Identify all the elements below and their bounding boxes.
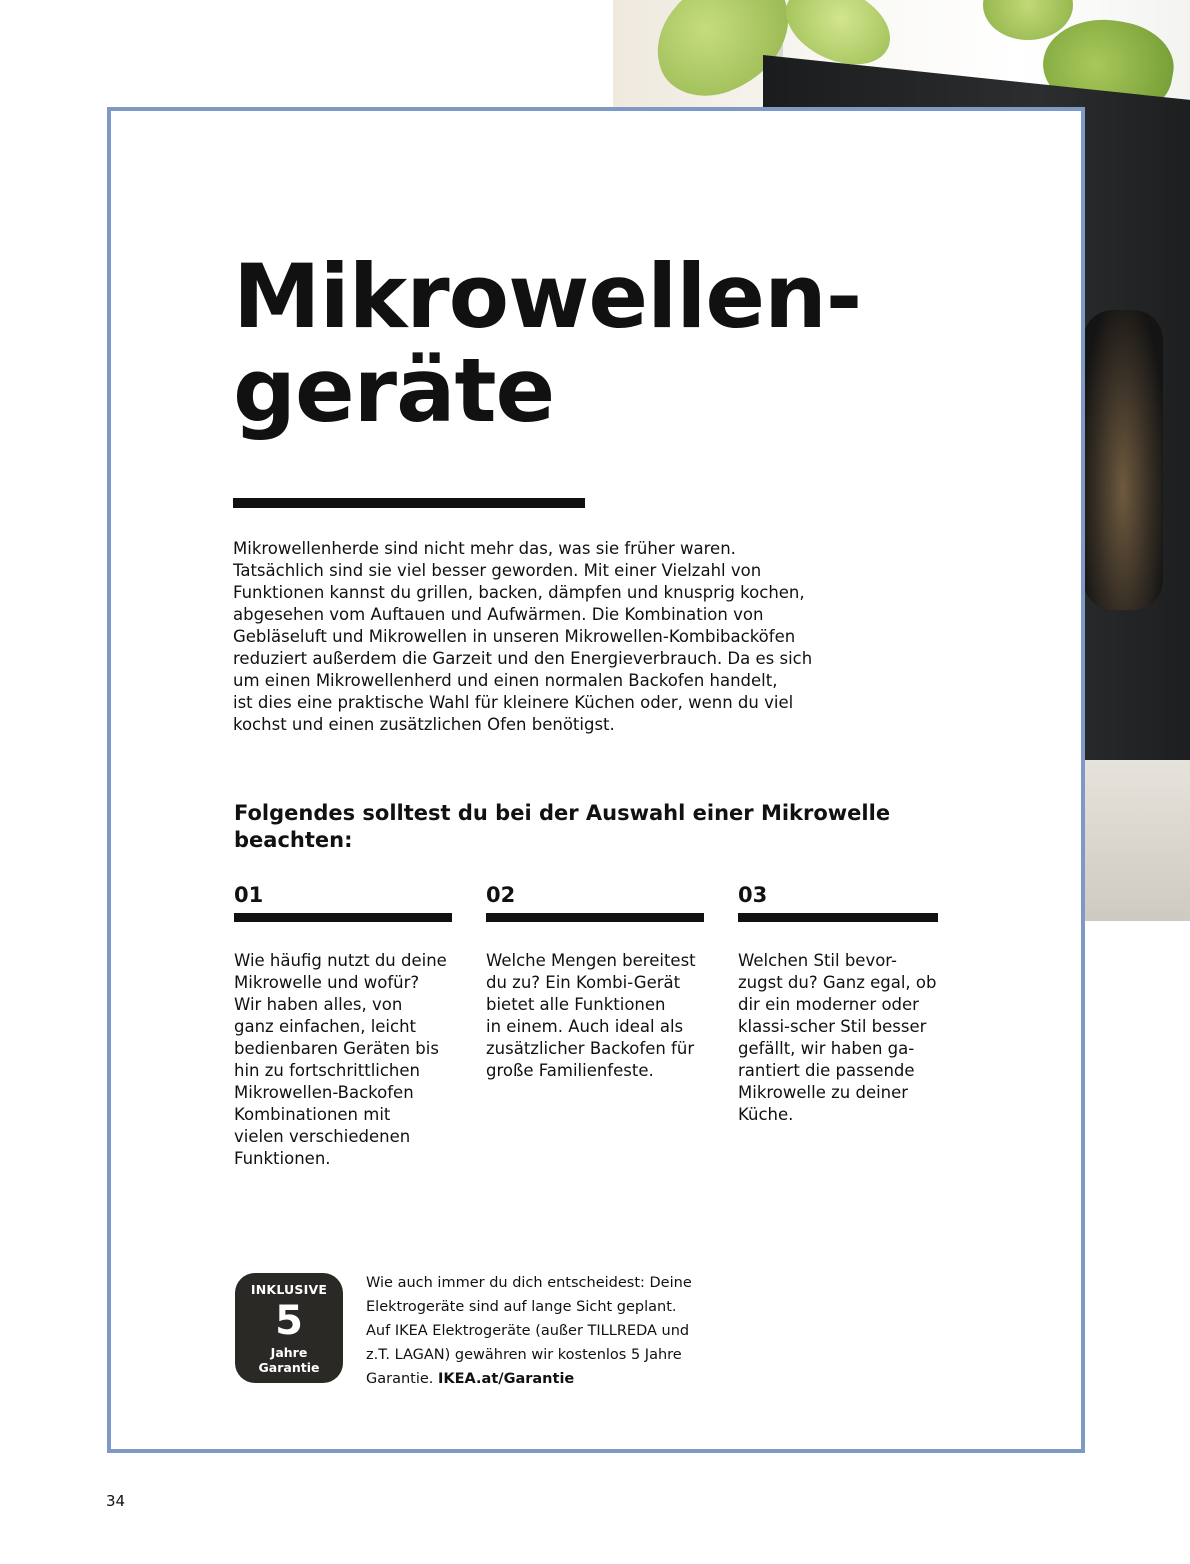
tip-line: in einem. Auch ideal als xyxy=(486,1017,684,1036)
intro-line: ist dies eine praktische Wahl für kleinere Küchen oder, wenn du viel xyxy=(233,693,794,712)
tip-line: bietet alle Funktionen xyxy=(486,995,666,1014)
guarantee-line: z.T. LAGAN) gewähren wir kostenlos 5 Jahre xyxy=(366,1347,682,1363)
guarantee-line: Elektrogeräte sind auf lange Sicht geplant. xyxy=(366,1299,677,1315)
badge-years-number: 5 xyxy=(275,1298,303,1344)
badge-caption-line-2: Garantie xyxy=(258,1360,320,1375)
page-number: 34 xyxy=(106,1492,126,1510)
tip-divider xyxy=(234,913,452,922)
tip-line: Küche. xyxy=(738,1105,794,1124)
tip-line: Welche Mengen bereitest xyxy=(486,951,696,970)
tip-line: Kombinationen mit xyxy=(234,1105,391,1124)
title-divider xyxy=(233,498,585,508)
tip-column-02 xyxy=(486,880,711,1082)
guarantee-line: Wie auch immer du dich entscheidest: Deine xyxy=(366,1275,692,1291)
tip-text xyxy=(486,950,711,1082)
guarantee-line: Auf IKEA Elektrogeräte (außer TILLREDA und xyxy=(366,1323,690,1339)
tip-line: zugst du? Ganz egal, ob xyxy=(738,973,937,992)
intro-paragraph xyxy=(233,538,833,736)
tip-line: Mikrowelle zu deiner xyxy=(738,1083,909,1102)
tip-line: große Familienfeste. xyxy=(486,1061,654,1080)
guarantee-last-line xyxy=(366,1367,726,1391)
tip-number: 01 xyxy=(234,883,264,907)
intro-line: Tatsächlich sind sie viel besser geworden. Mit einer Vielzahl von xyxy=(233,561,762,580)
tip-line: Wir haben alles, von xyxy=(234,995,403,1014)
tip-line: gefällt, wir haben ga- xyxy=(738,1039,915,1058)
tip-line: Wie häufig nutzt du deine xyxy=(234,951,447,970)
tip-line: Funktionen. xyxy=(234,1149,331,1168)
badge-caption xyxy=(235,1345,343,1375)
guarantee-text xyxy=(366,1271,726,1391)
intro-line: reduziert außerdem die Garzeit und den Energieverbrauch. Da es sich xyxy=(233,649,813,668)
section-heading xyxy=(234,800,934,854)
tip-line: rantiert die passende xyxy=(738,1061,915,1080)
intro-line: kochst und einen zusätzlichen Ofen benötigst. xyxy=(233,715,615,734)
tip-text xyxy=(738,950,963,1126)
intro-line: abgesehen vom Auftauen und Aufwärmen. Die Kombination von xyxy=(233,605,764,624)
tip-line: du zu? Ein Kombi-Gerät xyxy=(486,973,681,992)
intro-line: Funktionen kannst du grillen, backen, dämpfen und knusprig kochen, xyxy=(233,583,805,602)
page-title xyxy=(233,245,862,442)
tip-number: 02 xyxy=(486,883,516,907)
tip-line: dir ein moderner oder xyxy=(738,995,919,1014)
tip-column-03 xyxy=(738,880,963,1126)
tip-number: 03 xyxy=(738,883,768,907)
tip-column-01 xyxy=(234,880,459,1170)
tip-line: Welchen Stil bevor- xyxy=(738,951,897,970)
intro-line: um einen Mikrowellenherd und einen normalen Backofen handelt, xyxy=(233,671,778,690)
title-line-2: geräte xyxy=(233,339,555,442)
tip-line: bedienbaren Geräten bis xyxy=(234,1039,439,1058)
badge-label: INKLUSIVE xyxy=(250,1282,328,1297)
guarantee-badge xyxy=(235,1273,343,1383)
tip-line: Mikrowelle und wofür? xyxy=(234,973,420,992)
tip-line: vielen verschiedenen xyxy=(234,1127,411,1146)
tip-divider xyxy=(486,913,704,922)
tip-line: zusätzlicher Backofen für xyxy=(486,1039,695,1058)
badge-caption-line-1: Jahre xyxy=(270,1345,308,1360)
title-line-1: Mikrowellen- xyxy=(233,245,862,348)
tip-divider xyxy=(738,913,938,922)
tip-line: ganz einfachen, leicht xyxy=(234,1017,417,1036)
tip-line: Mikrowellen-Backofen xyxy=(234,1083,414,1102)
tip-text xyxy=(234,950,459,1170)
intro-line: Mikrowellenherde sind nicht mehr das, was sie früher waren. xyxy=(233,539,736,558)
guarantee-link[interactable]: IKEA.at/Garantie xyxy=(438,1371,575,1387)
tip-line: hin zu fortschrittlichen xyxy=(234,1061,421,1080)
tip-line: klassi-scher Stil besser xyxy=(738,1017,927,1036)
section-heading-line-1: Folgendes solltest du bei der Auswahl einer Mikrowelle xyxy=(234,801,891,825)
section-heading-line-2: beachten: xyxy=(234,828,353,852)
intro-line: Gebläseluft und Mikrowellen in unseren Mikrowellen-Kombibacköfen xyxy=(233,627,796,646)
guarantee-last-prefix: Garantie. xyxy=(366,1371,434,1387)
